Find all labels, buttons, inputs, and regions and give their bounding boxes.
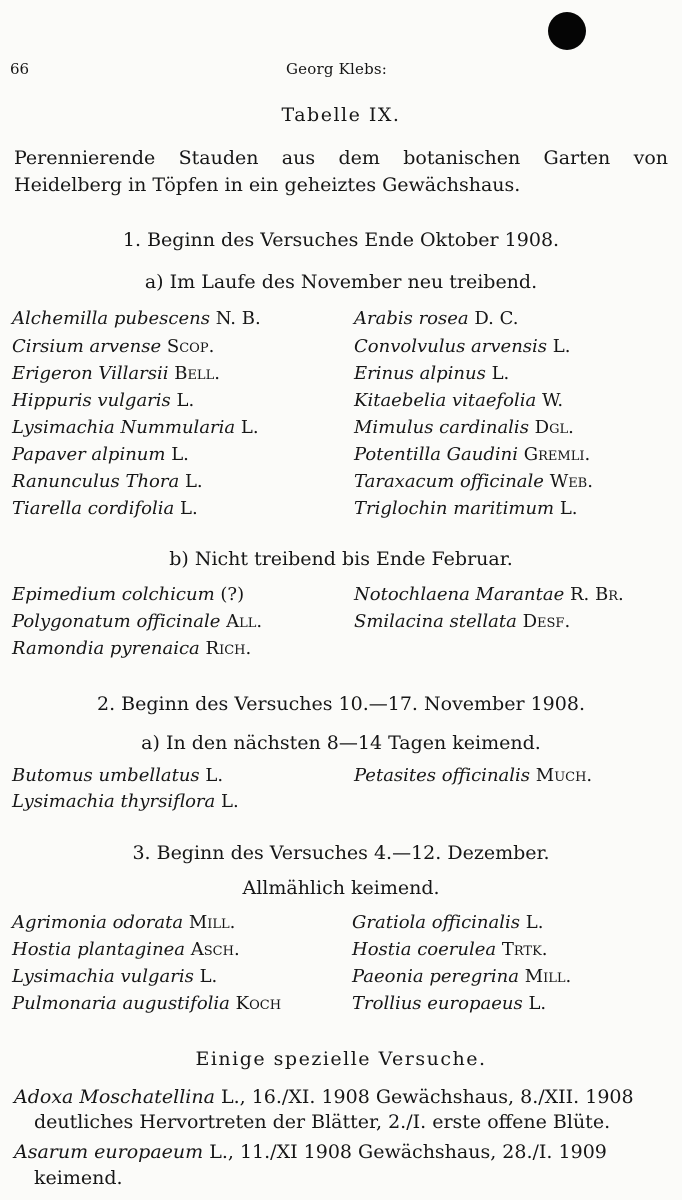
species-entry: [354, 498, 578, 520]
species-author: Mill.: [524, 966, 572, 987]
species-entry: [12, 308, 261, 330]
species-author: L.: [171, 444, 189, 465]
species-author: L.: [552, 336, 571, 357]
species-name: Alchemilla pubescens: [12, 308, 210, 329]
species-name: Erigeron Villarsii: [12, 363, 169, 384]
species-author: L.: [221, 791, 239, 812]
species-entry: [12, 417, 259, 439]
species-name: Epimedium colchicum: [12, 584, 215, 605]
species-name: Arabis rosea: [354, 308, 469, 329]
species-name: Asarum europaeum: [14, 1141, 204, 1163]
species-name: Trollius europaeus: [352, 993, 523, 1014]
species-name: Triglochin maritimum: [354, 498, 555, 519]
species-name: Butomus umbellatus: [12, 765, 200, 786]
species-entry: [354, 584, 624, 606]
species-name: Paeonia peregrina: [352, 966, 519, 987]
species-name: Polygonatum officinale: [12, 611, 221, 632]
section-1a-heading: a) Im Laufe des November neu treibend.: [144, 271, 538, 293]
species-name: Kitaebelia vitaefolia: [354, 390, 537, 411]
entry-text: L., 11./XI 1908 Gewächshaus, 28./I. 1909: [209, 1141, 607, 1163]
species-author: Rich.: [205, 638, 252, 659]
table-title: Tabelle IX.: [281, 104, 401, 126]
species-entry: [354, 308, 518, 330]
special-entry-1-line-2: deutliches Hervortreten der Blätter, 2./I. erste offene Blüte.: [34, 1111, 611, 1133]
species-entry: [354, 363, 509, 385]
species-author: N. B.: [215, 308, 261, 329]
entry-text: L., 16./XI. 1908 Gewächshaus, 8./XII. 1908: [220, 1086, 634, 1108]
section-2-heading: 2. Beginn des Versuches 10.—17. November 1908.: [97, 693, 585, 715]
species-author: Trtk.: [501, 939, 548, 960]
species-entry: [354, 390, 563, 412]
species-name: Ramondia pyrenaica: [12, 638, 200, 659]
special-entry-2-line-2: keimend.: [34, 1167, 123, 1189]
species-name: Lysimachia thyrsiflora: [12, 791, 216, 812]
section-1b-heading: b) Nicht treibend bis Ende Februar.: [169, 548, 513, 570]
intro-line-2: Heidelberg in Töpfen in ein geheiztes Gewächshaus.: [14, 174, 521, 196]
species-entry: [12, 584, 244, 606]
species-author: L.: [184, 471, 203, 492]
species-entry: [354, 336, 570, 358]
species-author: L.: [528, 993, 547, 1014]
species-author: (?): [220, 584, 245, 605]
species-author: L.: [176, 390, 195, 411]
species-name: Lysimachia vulgaris: [12, 966, 194, 987]
section-1-heading: 1. Beginn des Versuches Ende Oktober 1908.: [122, 229, 560, 251]
species-entry: [12, 993, 281, 1015]
species-author: Asch.: [190, 939, 240, 960]
species-name: Petasites officinalis: [354, 765, 531, 786]
species-entry: [354, 417, 574, 439]
species-entry: [352, 939, 548, 961]
species-entry: [12, 638, 251, 660]
species-entry: [354, 611, 570, 633]
special-heading: Einige spezielle Versuche.: [195, 1048, 487, 1070]
species-author: L.: [205, 765, 224, 786]
species-author: Mill.: [188, 912, 236, 933]
species-author: W.: [541, 390, 564, 411]
species-name: Agrimonia odorata: [12, 912, 184, 933]
species-author: L.: [559, 498, 578, 519]
species-entry: [352, 966, 571, 988]
species-author: L.: [491, 363, 510, 384]
species-name: Mimulus cardinalis: [354, 417, 529, 438]
species-author: L.: [180, 498, 198, 519]
species-entry: [12, 336, 214, 358]
species-author: Web.: [549, 471, 593, 492]
species-entry: [12, 390, 194, 412]
species-entry: [352, 912, 543, 934]
species-name: Smilacina stellata: [354, 611, 517, 632]
species-entry: [352, 993, 546, 1015]
section-3-subheading: Allmählich keimend.: [242, 877, 440, 899]
species-name: Lysimachia Nummularia: [12, 417, 236, 438]
section-3-heading: 3. Beginn des Versuches 4.—12. Dezember.: [132, 842, 550, 864]
species-entry: [12, 791, 239, 813]
species-entry: [12, 912, 235, 934]
species-author: Much.: [535, 765, 593, 786]
species-entry: [12, 765, 223, 787]
species-entry: [12, 363, 220, 385]
species-name: Convolvulus arvensis: [354, 336, 548, 357]
species-entry: [12, 444, 189, 466]
species-name: Hostia coerulea: [352, 939, 497, 960]
species-name: Gratiola officinalis: [352, 912, 521, 933]
species-author: Koch: [235, 993, 282, 1014]
species-entry: [354, 765, 592, 787]
section-2a-heading: a) In den nächsten 8—14 Tagen keimend.: [141, 732, 541, 754]
running-head: Georg Klebs:: [286, 60, 388, 78]
species-entry: [354, 471, 593, 493]
species-author: R. Br.: [569, 584, 624, 605]
species-name: Cirsium arvense: [12, 336, 162, 357]
intro-line-1: Perennierende Stauden aus dem botanischen Garten von: [14, 147, 668, 169]
species-author: All.: [226, 611, 263, 632]
species-author: D. C.: [474, 308, 519, 329]
species-author: Gremli.: [523, 444, 591, 465]
species-entry: [12, 471, 203, 493]
species-name: Adoxa Moschatellina: [14, 1086, 215, 1108]
species-entry: [12, 939, 240, 961]
species-entry: [12, 966, 217, 988]
species-author: Dgl.: [534, 417, 574, 438]
species-name: Erinus alpinus: [354, 363, 486, 384]
species-name: Notochlaena Marantae: [354, 584, 565, 605]
special-entry-2-line-1: [14, 1140, 607, 1164]
species-entry: [354, 444, 590, 466]
species-author: Scop.: [166, 336, 215, 357]
species-author: L.: [199, 966, 218, 987]
species-name: Papaver alpinum: [12, 444, 166, 465]
species-author: L.: [525, 912, 544, 933]
species-name: Potentilla Gaudini: [354, 444, 518, 465]
species-author: Desf.: [522, 611, 571, 632]
species-author: Bell.: [174, 363, 220, 384]
species-name: Pulmonaria augustifolia: [12, 993, 230, 1014]
species-name: Ranunculus Thora: [12, 471, 180, 492]
species-name: Tiarella cordifolia: [12, 498, 175, 519]
species-name: Hippuris vulgaris: [12, 390, 171, 411]
page-header: [10, 56, 672, 82]
species-name: Hostia plantaginea: [12, 939, 186, 960]
species-name: Taraxacum officinale: [354, 471, 544, 492]
special-entry-1-line-1: [14, 1085, 634, 1109]
ink-blot-mark: [548, 12, 586, 50]
page-number: 66: [10, 60, 30, 78]
species-author: L.: [240, 417, 259, 438]
species-entry: [12, 498, 198, 520]
species-entry: [12, 611, 262, 633]
